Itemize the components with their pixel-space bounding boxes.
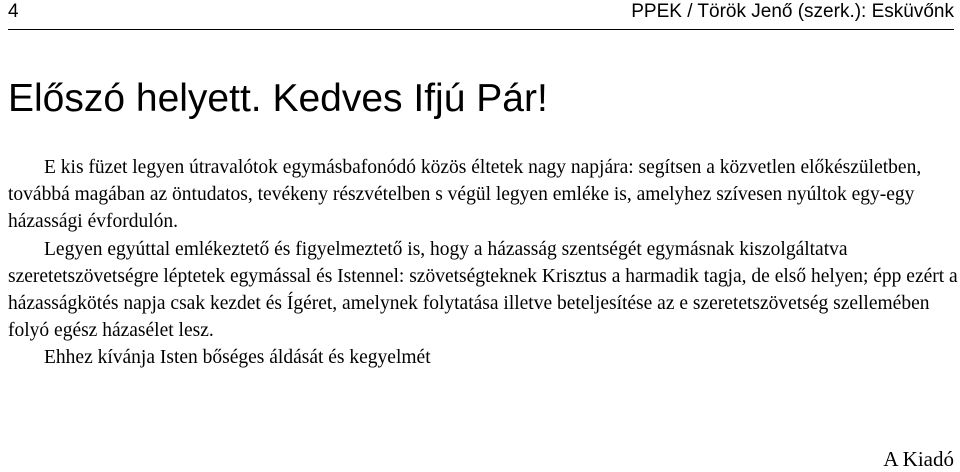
page-number: 4 [8,1,19,22]
paragraph-blessing: Ehhez kívánja Isten bőséges áldását és kegyelmét [44,347,431,369]
running-header-title: PPEK / Török Jenő (szerk.): Esküvőnk [631,1,954,22]
paragraph-covenant: Legyen egyúttal emlékeztető és figyelmeztető is, hogy a házasság szentségét egymásnak kiszolgáltatva szeretetszövetségre léptetek egymással és Istennel: szövetségteknek Krisztus a harmadik tagja, de első helyen; épp ezért a házasságkötés napja csak kezdet és Ígéret, amelynek folytatása illetve beteljesítése az e szeretetszövetség szellemében folyó egész házasélet lesz. [8,238,958,342]
paragraph-intro: E kis füzet legyen útravalótok egymásbafonódó közös éltetek nagy napjára: segítsen a közvetlen előkészületben, továbbá magában az öntudatos, tevékeny részvételben s végül legyen emléke is, amelyhez szívesen nyúltok egy-egy házassági évfordulón. [8,157,922,233]
chapter-title: Előszó helyett. Kedves Ifjú Pár! [8,77,548,120]
signature: A Kiadó [883,447,954,471]
body-text [8,154,958,372]
running-header [8,0,954,30]
